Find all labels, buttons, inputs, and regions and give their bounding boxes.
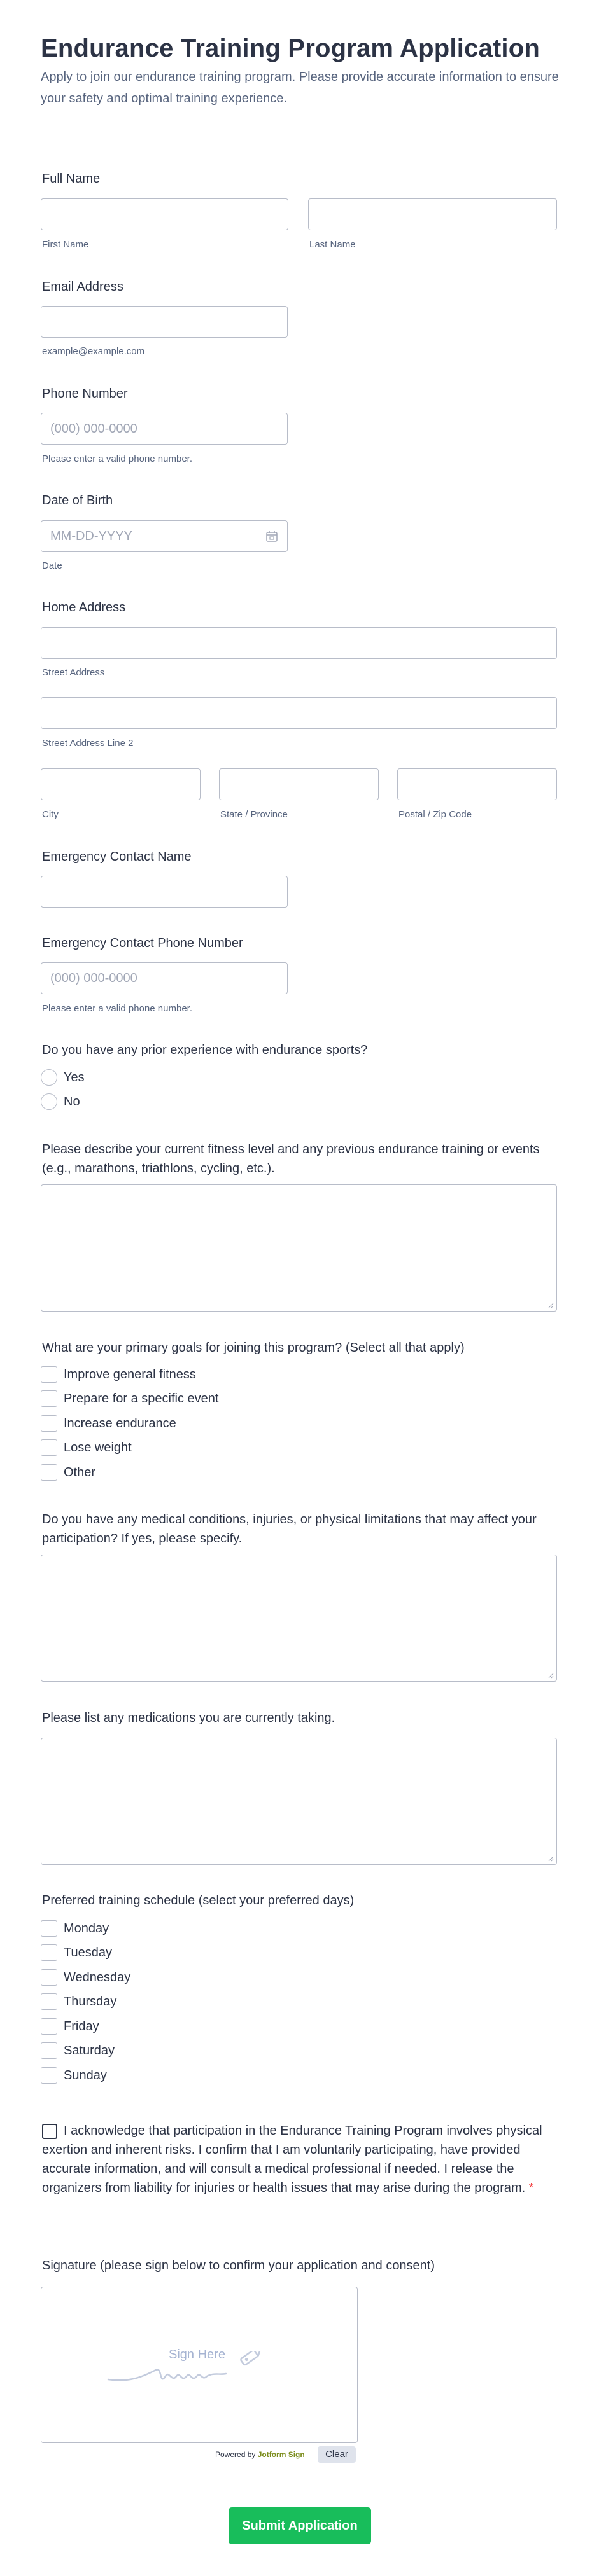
goal-option[interactable] — [41, 1390, 218, 1408]
submit-button[interactable]: Submit Application — [229, 2507, 371, 2544]
schedule-option-saturday[interactable] — [41, 2042, 115, 2060]
radio-button[interactable] — [41, 1093, 57, 1110]
phone-sublabel: Please enter a valid phone number. — [42, 454, 192, 464]
option-label: Lose weight — [64, 1440, 132, 1455]
medications-textarea[interactable] — [41, 1738, 557, 1865]
form-title: Endurance Training Program Application — [41, 34, 540, 62]
address-label: Home Address — [42, 600, 126, 614]
option-label: Sunday — [64, 2068, 107, 2082]
emergency-phone-sublabel: Please enter a valid phone number. — [42, 1003, 192, 1014]
option-label: Monday — [64, 1921, 109, 1935]
phone-label: Phone Number — [42, 387, 128, 401]
schedule-option-monday[interactable] — [41, 1920, 109, 1937]
checkbox[interactable] — [41, 1969, 57, 1986]
street2-sublabel: Street Address Line 2 — [42, 738, 134, 749]
option-label: No — [64, 1094, 80, 1109]
signature-placeholder: Sign Here — [169, 2348, 225, 2362]
powered-prefix: Powered by — [215, 2450, 256, 2459]
signature-scribble-icon — [105, 2351, 290, 2389]
dob-label: Date of Birth — [42, 494, 113, 508]
checkbox[interactable] — [41, 1390, 57, 1407]
emergency-phone-input[interactable]: (000) 000-0000 — [41, 962, 288, 994]
medications-label: Please list any medications you are currently taking. — [42, 1711, 335, 1725]
signature-label: Signature (please sign below to confirm your application and consent) — [42, 2259, 435, 2273]
option-label: Increase endurance — [64, 1416, 176, 1430]
fitness-textarea[interactable] — [41, 1184, 557, 1312]
consent-body: I acknowledge that participation in the Endurance Training Program involves physical exertion and inherent risks. I confirm that I am voluntarily participating, have provided accurate information, and will consult a medical professional if needed. I release the organizers from liability for injuries or health issues that may arise during the program. — [42, 2124, 542, 2195]
radio-button[interactable] — [41, 1069, 57, 1086]
street-sublabel: Street Address — [42, 667, 105, 678]
street-input[interactable] — [41, 627, 557, 659]
state-sublabel: State / Province — [220, 809, 288, 820]
checkbox[interactable] — [41, 2018, 57, 2035]
goal-option[interactable] — [41, 1415, 176, 1432]
street2-input[interactable] — [41, 697, 557, 729]
schedule-option-tuesday[interactable] — [41, 1944, 112, 1962]
consent-text — [42, 2121, 551, 2198]
option-label: Improve general fitness — [64, 1367, 196, 1381]
form-header — [0, 0, 592, 141]
option-label: Prepare for a specific event — [64, 1391, 219, 1406]
checkbox[interactable] — [41, 2067, 57, 2084]
schedule-label: Preferred training schedule (select your preferred days) — [42, 1894, 355, 1908]
option-label: Wednesday — [64, 1970, 131, 1984]
goal-option[interactable] — [41, 1464, 95, 1481]
experience-option-no[interactable] — [41, 1093, 80, 1111]
zip-input[interactable] — [397, 768, 557, 800]
checkbox[interactable] — [41, 1944, 57, 1961]
emergency-name-label: Emergency Contact Name — [42, 850, 192, 864]
checkbox[interactable] — [41, 1366, 57, 1383]
dob-sublabel: Date — [42, 560, 62, 571]
fitness-label: Please describe your current fitness level and any previous endurance training or events (e.g., marathons, triathlons, cycling, etc.). — [42, 1142, 540, 1175]
city-input[interactable] — [41, 768, 201, 800]
required-mark: * — [528, 2181, 534, 2195]
goal-option[interactable] — [41, 1439, 132, 1457]
option-label: Tuesday — [64, 1945, 112, 1960]
last-name-input[interactable] — [308, 198, 557, 230]
email-sublabel: example@example.com — [42, 346, 145, 357]
goals-label: What are your primary goals for joining this program? (Select all that apply) — [42, 1341, 465, 1355]
resize-grip-icon[interactable] — [547, 1302, 554, 1308]
checkbox[interactable] — [41, 1439, 57, 1456]
emergency-name-input[interactable] — [41, 876, 288, 908]
goal-option[interactable] — [41, 1366, 196, 1383]
first-name-sublabel: First Name — [42, 239, 89, 250]
city-sublabel: City — [42, 809, 59, 820]
schedule-option-friday[interactable] — [41, 2018, 99, 2035]
powered-by — [215, 2450, 305, 2459]
resize-grip-icon[interactable] — [547, 1672, 554, 1679]
medical-textarea[interactable] — [41, 1555, 557, 1682]
schedule-option-wednesday[interactable] — [41, 1969, 130, 1986]
signature-pad[interactable] — [41, 2287, 358, 2443]
option-label: Friday — [64, 2019, 99, 2033]
medical-label: Do you have any medical conditions, injuries, or physical limitations that may affect your participation? If yes, please specify. — [42, 1513, 537, 1546]
schedule-option-thursday[interactable] — [41, 1993, 116, 2011]
dob-placeholder: MM-DD-YYYY — [50, 529, 132, 543]
option-label: Other — [64, 1465, 96, 1479]
last-name-sublabel: Last Name — [309, 239, 356, 250]
calendar-icon[interactable] — [265, 530, 278, 543]
option-label: Saturday — [64, 2043, 115, 2058]
dob-input[interactable] — [41, 520, 288, 552]
full-name-label: Full Name — [42, 172, 101, 186]
first-name-input[interactable] — [41, 198, 288, 230]
experience-option-yes[interactable] — [41, 1069, 85, 1086]
resize-grip-icon[interactable] — [547, 1855, 554, 1862]
checkbox[interactable] — [41, 2042, 57, 2059]
experience-label: Do you have any prior experience with endurance sports? — [42, 1043, 368, 1057]
email-label: Email Address — [42, 280, 123, 294]
option-label: Yes — [64, 1070, 85, 1084]
emergency-phone-label: Emergency Contact Phone Number — [42, 936, 243, 950]
schedule-option-sunday[interactable] — [41, 2067, 107, 2084]
phone-input[interactable]: (000) 000-0000 — [41, 413, 288, 445]
email-input[interactable] — [41, 306, 288, 338]
form-description: Apply to join our endurance training program. Please provide accurate information to ensure your safety and optimal training experience. — [41, 70, 559, 106]
clear-signature-button[interactable]: Clear — [318, 2446, 356, 2463]
checkbox[interactable] — [41, 1464, 57, 1481]
option-label: Thursday — [64, 1994, 117, 2009]
state-input[interactable] — [219, 768, 379, 800]
jotform-sign-brand[interactable]: Jotform Sign — [257, 2450, 305, 2459]
checkbox[interactable] — [41, 1415, 57, 1432]
zip-sublabel: Postal / Zip Code — [398, 809, 472, 820]
checkbox[interactable] — [41, 1920, 57, 1937]
checkbox[interactable] — [41, 1993, 57, 2010]
